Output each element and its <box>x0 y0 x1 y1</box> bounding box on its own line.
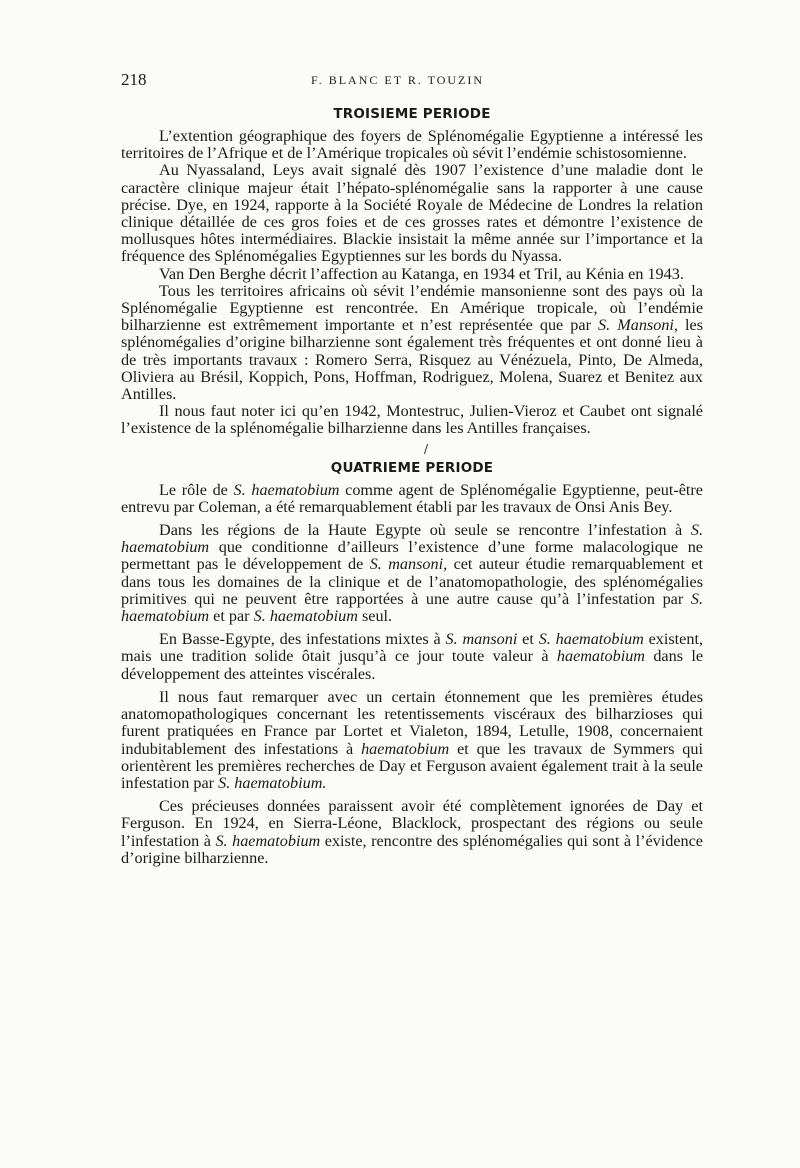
text-run: Van Den Berghe décrit l’affection au Katanga, en 1934 et Tril, au Kénia en 1943. <box>159 264 684 283</box>
text-run: Au Nyassaland, Leys avait signalé dès 1907 l’existence d’une maladie dont le caractère clinique majeur était l’hépato-splénomégalie sans la rapporter à une cause précise. Dye, en 1924, rapporte à la Société Royale de Médecine de Londres la relation clinique détaillée de ces gros foies et de ces grosses rates et démontre l’existence de mollusques hôtes intermédiaires. Blackie insistait la même année sur l’importance et la fréquence des Splénomégalies Egyptiennes sur les bords du Nyassa. <box>121 161 708 266</box>
text-run: et que les travaux de Symmers qui orientèrent les premières recherches de Day et Ferguson avaient également trait à la seule infestation par <box>121 739 708 792</box>
text-run: et par <box>209 607 254 626</box>
species-name: S. haematobium <box>253 607 358 626</box>
paragraph <box>121 797 708 867</box>
text-run: les splénomégalies d’origine bilharzienne sont également très fréquentes et ont donné lieu à de très importants travaux : Romero Serra, Risquez au Vénézuela, Pinto, De Almeda, Oliviera au Brésil, Koppich, Pons, Hoffman, Rodriguez, Molena, Suarez et Benitez aux Antilles. <box>121 316 708 404</box>
running-head <box>121 66 703 96</box>
species-name: haematobium <box>556 647 645 666</box>
species-name: S. haematobium <box>538 630 644 649</box>
species-name: S. haematobium <box>121 521 703 557</box>
page-number: 218 <box>121 70 147 89</box>
species-name: S. Mansoni, <box>598 316 678 335</box>
section-troisieme-periode <box>121 106 708 438</box>
text-run: En Basse-Egypte, des infestations mixtes à <box>159 630 446 649</box>
paragraph <box>121 266 703 283</box>
text-run: comme agent de Splénomégalie Egyptienne, peut-être entrevu par Coleman, a été remarquablement établi par les travaux de Onsi Anis Bey. <box>121 480 708 516</box>
text-run: dans le développement des atteintes viscérales. <box>121 647 708 683</box>
section-title: QUATRIEME PERIODE <box>330 459 494 476</box>
paragraph <box>121 281 708 404</box>
paragraph <box>121 127 708 163</box>
page <box>121 66 708 867</box>
separator-mark: / <box>423 441 429 456</box>
text-run: Il nous faut remarquer avec un certain étonnement que les premières études anatomopathologiques concernant les retentissements viscéraux des bilharzioses qui furent pratiquées en France par Lortet et Vialeton, 1894, Letulle, 1908, concernaient indubitablement des infestations à <box>121 687 708 758</box>
species-name: S. mansoni <box>445 630 518 649</box>
text-run: cet auteur étudie remarquablement et dans tous les domaines de la clinique et de l’anatomopathologie, des splénomégalies primitives qui ne peuvent être rapportées à une autre cause qu’à l’infestation par <box>121 555 708 608</box>
species-name: S. haematobium <box>233 480 340 499</box>
text-run: existe, rencontre des splénomégalies qui sont à l’évidence d’origine bilharzienne. <box>121 831 708 867</box>
species-name: S. mansoni, <box>369 555 448 574</box>
text-run: L’extention géographique des foyers de Splénomégalie Egyptienne a intéressé les territoires de l’Afrique et de l’Amérique tropicales où sévit l’endémie schistosomienne. <box>121 127 708 163</box>
paragraph <box>121 521 708 626</box>
species-name: S. haematobium <box>215 831 321 850</box>
species-name: S. haematobium. <box>218 773 327 792</box>
text-run: Ces précieuses données paraissent avoir été complètement ignorées de Day et Ferguson. En 1924, en Sierra-Léone, Blacklock, prospectant des régions ou seule l’infestation à <box>121 797 708 850</box>
text-run: et <box>517 630 539 649</box>
text-run: existent, mais une tradition solide ôtait jusqu’à ce jour toute valeur à <box>121 630 708 666</box>
paragraph <box>121 630 708 683</box>
text-run: seul. <box>357 607 393 626</box>
section-quatrieme-periode <box>121 459 708 867</box>
paragraph <box>121 687 708 792</box>
species-name: haematobium <box>361 739 450 758</box>
text-run: Le rôle de <box>159 480 234 499</box>
text-run: Il nous faut noter ici qu’en 1942, Montestruc, Julien-Vieroz et Caubet ont signalé l’existence de la splénomégalie bilharzienne dans les Antilles françaises. <box>121 402 708 438</box>
text-run: Tous les territoires africains où sévit l’endémie mansonienne sont des pays où la Splénomégalie Egyptienne est rencontrée. En Amérique tropicale, où l’endémie bilharzienne est extrêmement importante et n’est représentée que par <box>121 281 708 335</box>
text-run: Dans les régions de la Haute Egypte où seule se rencontre l’infestation à <box>159 521 691 540</box>
section-title: TROISIEME PERIODE <box>333 106 491 122</box>
text-run: que conditionne d’ailleurs l’existence d’une forme malacologique ne permettant pas le développement de <box>121 538 708 574</box>
paragraph <box>121 402 708 438</box>
paragraph <box>121 161 708 266</box>
paragraph <box>121 480 708 516</box>
running-head-authors: F. BLANC ET R. TOUZIN <box>311 73 485 87</box>
species-name: S. haematobium <box>121 589 703 626</box>
